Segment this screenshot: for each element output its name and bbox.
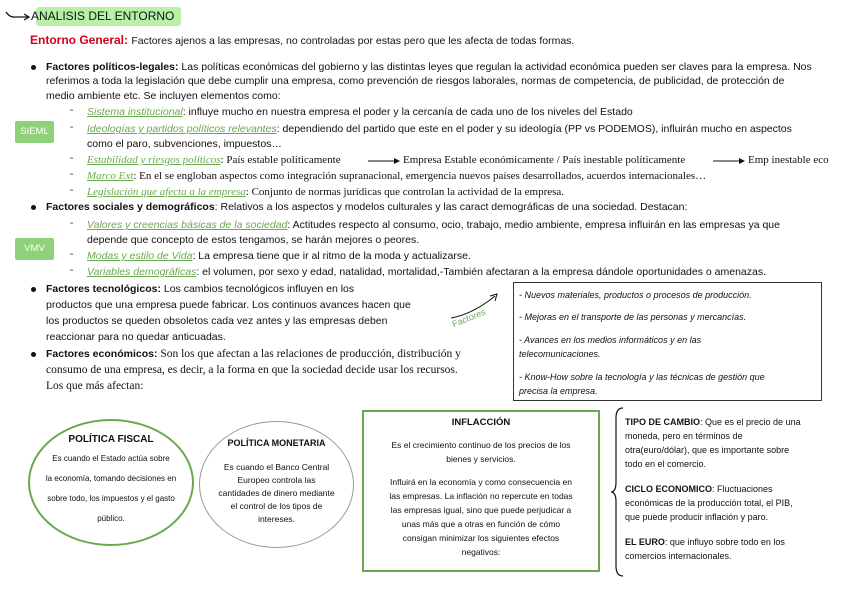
inflacion-p1-1: bienes y servicios. xyxy=(446,454,516,464)
politicos-item-1 xyxy=(87,122,792,136)
politicos-item-3-link[interactable]: Marco Ext xyxy=(87,170,134,182)
cambio-line-0 xyxy=(625,415,801,429)
sociales-item-0-text: : Actitudes respecto al consumo, ocio, trabajo, medio ambiente, empresa influirán en las empresas ya que xyxy=(287,219,780,231)
bullet-dot xyxy=(31,352,36,357)
inflacion-p2-2: las empresas igual, sino que puede perjudicar a xyxy=(390,505,572,515)
fiscal-line-2: sobre todo, los impuestos y el gasto xyxy=(47,494,175,503)
ciclo-line-0 xyxy=(625,482,773,496)
cambio-line-3: todo en el comercio. xyxy=(625,459,707,469)
tech-box-line-2: - Avances en los medios informáticos y en las xyxy=(519,335,702,345)
dash: - xyxy=(70,105,74,116)
politicos-item-0-link[interactable]: Sistema institucional xyxy=(87,106,183,118)
tecnologicos-text1: Los cambios tecnológicos influyen en los xyxy=(160,283,355,295)
inflacion-p2-4: consigan minimizar los siguientes efectos xyxy=(402,533,560,543)
politicos-line1 xyxy=(46,60,812,74)
right-arrow-icon xyxy=(368,156,402,166)
bullet-dot xyxy=(31,65,36,70)
monetaria-line-1: Europeo controla las xyxy=(237,475,316,485)
dash: - xyxy=(70,249,74,260)
cambio-label: TIPO DE CAMBIO xyxy=(625,417,701,427)
politicos-item-1-text: : dependiendo del partido que este en el poder y su ideología (PP vs PODEMOS), influirán mucho en aspectos xyxy=(276,123,792,135)
politicos-line3: medio ambiente etc. Se incluyen elementos como: xyxy=(46,90,281,102)
factores-arrow-label: Factores xyxy=(450,306,487,330)
dash: - xyxy=(70,185,74,196)
tecnologicos-line1 xyxy=(46,282,354,296)
monetaria-line-0: Es cuando el Banco Central xyxy=(223,462,330,472)
politicos-item-2-link[interactable]: Estabilidad y riesgos políticos xyxy=(87,154,221,166)
politicos-label: Factores políticos-legales: xyxy=(46,61,179,73)
sociales-item-2-text: : el volumen, por sexo y edad, natalidad, mortalidad,-También afectaran a la empresa dándole oportunidades o amenazas. xyxy=(196,266,767,278)
economicos-line3: Los que más afectan: xyxy=(46,380,144,392)
politicos-item-2-text-a: : País estable políticamente xyxy=(220,154,341,166)
monetaria-title: POLÍTICA MONETARIA xyxy=(227,438,326,448)
curved-arrow-icon xyxy=(4,9,32,23)
economicos-text1: Son los que afectan a las relaciones de producción, distribución y xyxy=(157,348,461,360)
tech-box-line-3: telecomunicaciones. xyxy=(519,349,601,359)
ciclo-line-2: que puede producir inflación y paro. xyxy=(625,512,769,522)
dash: - xyxy=(70,265,74,276)
politicos-item-4 xyxy=(87,185,564,199)
economicos-label: Factores económicos: xyxy=(46,348,158,360)
tech-box-line-1: - Mejoras en el transporte de las personas y mercancías. xyxy=(519,312,747,322)
tecnologicos-label: Factores tecnológicos: xyxy=(46,283,161,295)
politicos-item-1-link[interactable]: Ideologías y partidos políticos relevantes xyxy=(87,123,277,135)
sociales-item-0 xyxy=(87,218,780,232)
tag-sieml: SIEML xyxy=(15,121,54,143)
sociales-item-2-link[interactable]: Variables demográficas xyxy=(87,266,197,278)
inflacion-p1-0: Es el crecimiento continuo de los precios de los xyxy=(391,440,571,450)
ciclo-line-1: económicas de la producción total, el PIB, xyxy=(625,498,793,508)
economicos-line1 xyxy=(46,347,461,361)
tecnologicos-line4: reaccionar para no quedar anticuadas. xyxy=(46,331,226,343)
cambio-line-1: moneda, pero en términos de xyxy=(625,431,743,441)
inflacion-p2-0: Influirá en la economía y como consecuencia en xyxy=(390,477,572,487)
politicos-item-2-text-c: Emp inestable eco xyxy=(748,154,829,166)
euro-line-1: comercios internacionales. xyxy=(625,551,732,561)
ciclo-label: CICLO ECONOMICO xyxy=(625,484,712,494)
politicos-item-2-text-b: Empresa Estable económicamente / País inestable políticamente xyxy=(403,154,686,166)
fiscal-line-3: público. xyxy=(97,514,125,523)
politicos-text1: Las políticas económicas del gobierno y las distintas leyes que regulan la actividad económica pueden ser claves para la empresa. Nos xyxy=(181,61,812,73)
dash: - xyxy=(70,169,74,180)
cambio-line-2: otra(euro/dólar), que es importante sobre xyxy=(625,445,790,455)
entorno-line xyxy=(30,33,574,48)
sociales-item-1-text: : La empresa tiene que ir al ritmo de la moda y actualizarse. xyxy=(192,250,471,262)
sociales-item-2 xyxy=(87,265,766,279)
fiscal-line-0: Es cuando el Estado actúa sobre xyxy=(52,454,170,463)
euro-label: EL EURO xyxy=(625,537,665,547)
tech-box-line-0: - Nuevos materiales, productos o procesos de producción. xyxy=(519,290,752,300)
sociales-label: Factores sociales y demográficos xyxy=(46,201,215,213)
euro-line-0 xyxy=(625,535,785,549)
ciclo-text-0: : Fluctuaciones xyxy=(712,484,773,494)
euro-text-0: : que influyo sobre todo en los xyxy=(664,537,785,547)
politicos-item-2 xyxy=(87,153,341,167)
sociales-item-1-link[interactable]: Modas y estilo de Vida xyxy=(87,250,193,262)
sociales-item-1 xyxy=(87,249,471,263)
cambio-text-0: : Que es el precio de una xyxy=(700,417,801,427)
entorno-label: Entorno General: xyxy=(30,33,129,47)
politicos-item-4-text: : Conjunto de normas jurídicas que controlan la actividad de la empresa. xyxy=(245,186,565,198)
entorno-text: Factores ajenos a las empresas, no controladas por estas pero que les afecta de todas formas. xyxy=(131,35,575,47)
left-brace-icon xyxy=(609,406,625,578)
monetaria-line-4: intereses. xyxy=(258,514,295,524)
politicos-item-3-text: : En el se engloban aspectos como integración supranacional, emergencia nuevos países desarrollados, acuerdos internacionales… xyxy=(133,170,707,182)
politicos-item-0-text: : influye mucho en nuestra empresa el poder y la cercanía de cada uno de los niveles del Estado xyxy=(182,106,633,118)
fiscal-line-1: la economía, tomando decisiones en xyxy=(45,474,177,483)
politicos-item-3 xyxy=(87,169,706,183)
monetaria-line-2: cantidades de dinero mediante xyxy=(218,488,335,498)
inflacion-title: INFLACCIÓN xyxy=(451,417,511,428)
right-arrow-icon xyxy=(713,156,747,166)
dash: - xyxy=(70,153,74,164)
inflacion-p2-5: negativos: xyxy=(461,547,501,557)
monetaria-line-3: el control de los tipos de xyxy=(230,501,323,511)
tech-box-line-4: - Know-How sobre la tecnología y las técnicas de gestión que xyxy=(519,372,765,382)
politicos-item-0 xyxy=(87,105,633,119)
tecnologicos-line3: los productos se queden obsoletos cada vez antes y las empresas deben xyxy=(46,315,388,327)
politicos-line2: referimos a toda la legislación que debe cumplir una empresa, como prevención de riesgos laborales, normas de competencia, de publicidad, de protección de xyxy=(46,75,785,87)
tecnologicos-line2: productos que una empresa puede fabricar. Los continuos avances hacen que xyxy=(46,299,411,311)
fiscal-title: POLÍTICA FISCAL xyxy=(68,434,154,445)
sociales-item-0-link[interactable]: Valores y creencias básicas de la sociedad xyxy=(87,219,288,231)
politicos-item-4-link[interactable]: Legislación que afecta a la empresa xyxy=(87,186,246,198)
dash: - xyxy=(70,218,74,229)
sociales-text: : Relativos a los aspectos y modelos culturales y las caract demográficas de una sociedad. Destacan: xyxy=(214,201,688,213)
inflacion-p2-1: las empresas. La inflación no repercute en todas xyxy=(389,491,573,501)
tech-box-line-5: precisa la empresa. xyxy=(519,386,598,396)
page-title: ANALISIS DEL ENTORNO xyxy=(31,9,175,23)
tag-vmv: VMV xyxy=(15,238,54,260)
sociales-line xyxy=(46,200,687,214)
sociales-item-0-line2: depende que concepto de estos tengamos, se harán mejores o peores. xyxy=(87,234,420,246)
inflacion-p2-3: unas más que a otras en función de cómo xyxy=(401,519,561,529)
dash: - xyxy=(70,122,74,133)
bullet-dot xyxy=(31,287,36,292)
bullet-dot xyxy=(31,205,36,210)
politicos-item-1-line2: como el paro, subvenciones, impuestos… xyxy=(87,138,282,150)
economicos-line2: consumo de una empresa, es decir, a la forma en que la sociedad decide usar los recursos. xyxy=(46,364,458,376)
